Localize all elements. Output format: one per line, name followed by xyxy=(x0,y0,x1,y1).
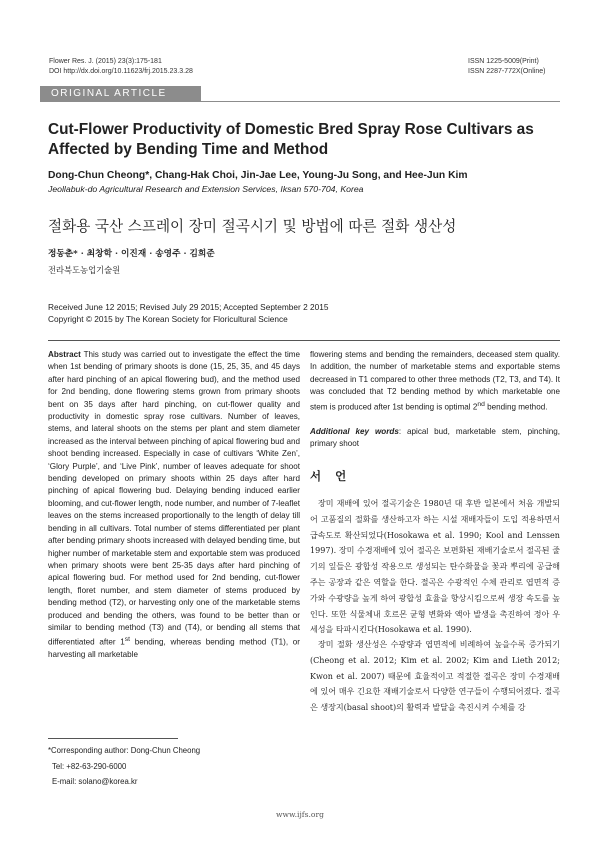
article-title: Cut-Flower Productivity of Domestic Bred Spray Rose Cultivars as Affected by Bending Time and Method xyxy=(48,121,534,158)
introduction-paragraph-1 xyxy=(310,496,560,638)
korean-affiliation: 전라북도농업기술원 xyxy=(48,265,121,275)
abstract-continuation-end: bending method. xyxy=(484,402,548,412)
abstract-label: Abstract xyxy=(48,350,81,359)
copyright-notice: Copyright © 2015 by The Korean Society for Floricultural Science xyxy=(48,314,288,324)
introduction-heading: 서언 xyxy=(310,469,361,483)
keywords-label: Additional key words xyxy=(310,427,399,436)
author-phone: Tel: +82-63-290-6000 xyxy=(52,762,127,771)
korean-title: 절화용 국산 스프레이 장미 절곡시기 및 방법에 따른 절화 생산성 xyxy=(48,218,457,235)
section-banner: ORIGINAL ARTICLE xyxy=(40,86,201,102)
doi-link[interactable]: DOI http://dx.doi.org/10.11623/frj.2015.23.3.28 xyxy=(49,68,193,75)
journal-reference: Flower Res. J. (2015) 23(3):175-181 xyxy=(49,58,162,65)
header-divider xyxy=(40,101,560,102)
abstract-continuation: flowering stems and bending the remainders, deceased stem quality. In addition, the number of marketable stems and exportable stems decreased in T1 compared to other three methods (T2, T3, and T4). It was concluded that T2 bending method by which marketable one stem is produced after 1st bending is optimal 2 xyxy=(310,350,560,412)
issn-block xyxy=(468,57,545,77)
issn-print: ISSN 1225-5009(Print) xyxy=(468,58,539,65)
introduction-paragraph-2 xyxy=(310,637,560,716)
author-affiliation: Jeollabuk-do Agricultural Research and Extension Services, Iksan 570-704, Korea xyxy=(48,184,364,194)
intro-para-2-text: 장미 절화 생산성은 수광량과 엽면적에 비례하여 높을수록 증가되기(Cheong et al. 2012; Kim et al. 2002; Kim and Lieth 2012; Kwon et al. 2007) 때문에 효율적이고 적절한 절곡은 장미 수경재배에 있어 매우 긴요한 재배기술로서 다양한 연구들이 수행되어졌다. 절곡은 생장지(basal shoot)의 활력과 발달을 촉진시켜 수체를 강 xyxy=(310,640,560,713)
journal-website[interactable]: www.ijfs.org xyxy=(276,810,324,819)
abstract-left-column xyxy=(48,349,300,662)
superscript-nd: nd xyxy=(477,400,485,408)
abstract-text: This study was carried out to investigate the effect the time when 1st bending of primary shoots is done (15, 25, 35, and 45 days after hard pinching of an apical flowering bud), and the method used for 2nd bending, done flowering stems grown from primary shoots bent on 35 days after hard pinching, on cut-flower quality and productivity in domestic spray rose cultivars. Number of leaves, stems, and lateral shoots on the stems per plant and stem diameter increased as the interval between pinching of apical flowering bud and shoot bending increased. Especially in case of cultivars ‘White Zen’, ‘Glory Purple’, and ‘Live Pink’, number of leaves adequate for shoot bending developed on primary shoots within 25 days after hard pinching of apical flowering bud. Delaying bending induced earlier blooming, and cut-flower length, node number, and number of 7-leaflet leaves on the stems increased proportionally to the length of delay till bending in all cultivars. Total number of stems differentiated per plant after bending primary shoots increased with delayed bending time, but higher number of marketable stem and exportable stem was produced when primary shoots were bent 25-35 days after hard pinching of apical flowering bud. For method used for 2nd bending, cut-flower length, floret number, and stem diameter of stems produced by bending method (T2), or harvesting only one of the marketable stems produced and bending the others, was found to be better than or similar to bending method (T3) and (T4), or bending all stems that differentiated after 1 xyxy=(48,350,300,648)
corresponding-author: *Corresponding author: Dong-Chun Cheong xyxy=(48,746,201,755)
author-list: Dong-Chun Cheong*, Chang-Hak Choi, Jin-Jae Lee, Young-Ju Song, and Hee-Jun Kim xyxy=(48,170,468,181)
abstract-right-column xyxy=(310,349,560,414)
article-history xyxy=(48,301,328,325)
intro-para-1-text: 장미 재배에 있어 절곡기술은 1980년 대 후반 일본에서 처음 개발되어 고품질의 절화를 생산하고자 하는 시설 재배자들이 도입 적용하면서 급속도로 확산되었다(Hosokawa et al. 1990; Kool and Lenssen 1997). 장미 수경재배에 있어 절곡은 보편화된 재배기술로서 절곡된 줄기의 잎들은 광합성 작용으로 생성되는 탄수화물을 꽃과 뿌리에 공급해주는 공장과 같은 역할을 한다. 절곡은 수광적인 수체 관리로 엽면적 증가와 수광량을 높게 하여 광합성 효율을 향상시킴으로써 생장 속도를 높인다. 또한 식물체내 호르몬 균형 변화와 액아 발생을 촉진하여 정아 우세성을 타파시킨다(Hosokawa et al. 1990). xyxy=(310,499,560,635)
abstract-text-end: bending, whereas bending method (T1), or harvesting all marketable xyxy=(48,638,300,660)
abstract-divider xyxy=(48,340,560,341)
footnote-divider xyxy=(48,738,178,739)
superscript-st: st xyxy=(124,636,131,644)
korean-author-list: 정동춘* · 최창학 · 이진재 · 송영주 · 김희준 xyxy=(48,249,215,259)
issn-online: ISSN 2287-772X(Online) xyxy=(468,68,546,75)
journal-citation xyxy=(49,57,193,77)
received-dates: Received June 12 2015; Revised July 29 2015; Accepted September 2 2015 xyxy=(48,302,329,312)
author-email[interactable]: E-mail: solano@korea.kr xyxy=(52,777,138,786)
keywords-list: : apical bud, marketable stem, pinching, primary shoot xyxy=(310,427,560,449)
keywords xyxy=(310,426,560,451)
